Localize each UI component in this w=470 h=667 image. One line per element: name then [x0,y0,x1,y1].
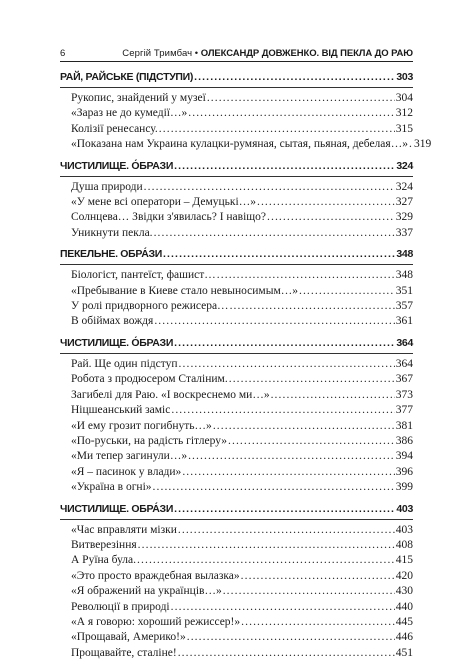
dot-leader [174,336,395,350]
dot-leader [271,388,395,403]
toc-entry[interactable] [60,357,413,372]
toc-entry-page: 446 [395,631,413,644]
section-heading[interactable] [60,159,413,177]
toc-entry-title: Витверезіння [71,538,137,551]
running-title [122,48,413,59]
dot-leader [174,159,395,173]
toc-entry-title: Уникнути пекла. [71,226,153,239]
toc-entry-title: Революції в природі [71,600,170,613]
toc-section [60,336,413,496]
dot-leader [241,615,395,630]
toc-entry-page: 329 [395,211,413,224]
dot-leader [223,584,395,599]
toc-entry-page: 351 [395,284,413,297]
toc-entry-title: «А я говорю: хороший режиссер!» [71,615,241,628]
toc-entry-page: 377 [395,404,413,417]
toc-entry-page: 337 [395,226,413,239]
dot-leader [178,646,395,661]
dot-leader [154,314,394,329]
toc-entry-page: 367 [395,373,413,386]
toc-entry[interactable] [60,106,413,121]
toc-section [60,247,413,330]
toc-entry-page: 304 [395,92,413,104]
toc-entry-title: Солнцева… Звідки з'явилась? І навіщо? [71,211,266,224]
dot-leader [182,465,394,480]
dot-leader [154,226,395,241]
dot-leader [174,502,395,516]
toc-entry[interactable] [60,284,413,299]
header-book-title: ОЛЕКСАНДР ДОВЖЕНКО. ВІД ПЕКЛА ДО РАЮ [200,48,413,59]
toc-entry-page: 440 [395,600,413,613]
toc-entry[interactable] [60,268,413,283]
toc-entry[interactable] [60,434,413,449]
dot-leader [409,137,413,152]
dot-leader [138,538,395,553]
dot-leader [299,284,395,299]
toc-entry-title: Рай. Ще один підступ [71,357,178,370]
toc-entry-page: 348 [395,269,413,282]
toc-entry[interactable] [60,388,413,403]
toc-entry-title: В обіймах вождя [71,315,154,328]
table-of-contents [60,70,432,667]
toc-entry-page: 415 [395,554,413,567]
dot-leader [230,299,395,314]
toc-entry-page: 430 [395,585,413,598]
dot-leader [213,419,395,434]
toc-entry[interactable] [60,314,413,329]
toc-entry-title: «Пребывание в Киеве стало невыносимым…» [71,284,298,297]
toc-entry-page: 319 [413,138,432,151]
toc-entry-title: А Руїна була. [71,554,137,567]
dot-leader [159,122,395,137]
section-heading-title: ЧИСТИЛИЩЕ. О́БРАЗИ [60,336,174,349]
toc-entry-title: Ніцшеанський заміс [71,404,171,417]
toc-entry-title: Колізії ренесансу. [71,122,158,135]
dot-leader [137,553,395,568]
toc-entry[interactable] [60,137,432,152]
toc-entry-title: Душа природи [71,180,143,193]
section-heading-title: ПЕКЕЛЬНЕ. ОБРА́ЗИ [60,248,162,261]
toc-section [60,70,432,153]
toc-entry-page: 381 [395,419,413,432]
section-heading-page: 303 [396,71,413,83]
toc-entry-title: «У мене всі оператори – Демуцькі…» [71,196,256,209]
dot-leader [179,357,395,372]
page-number: 6 [60,48,66,59]
toc-entry-page: 357 [395,300,413,313]
toc-section [60,159,413,242]
toc-entry-title: «Ми тепер загинули…» [71,450,188,463]
section-heading-page: 403 [396,502,413,515]
toc-entry[interactable] [60,465,413,480]
section-heading[interactable] [60,70,413,88]
toc-entry-title: «Показана нам Украина кулацки-румяная, сытая, пьяная, дебелая…» [71,138,408,151]
toc-entry-page: 315 [395,122,413,135]
section-heading[interactable] [60,247,413,265]
section-heading-page: 324 [396,159,413,172]
toc-entry-page: 396 [395,465,413,478]
toc-entry[interactable] [60,180,413,195]
toc-entry[interactable] [60,226,413,241]
header-author: Сергій Тримбач [122,48,193,59]
toc-entry-page: 373 [395,388,413,401]
dot-leader [171,600,395,615]
toc-entry[interactable] [60,538,413,553]
toc-entry-title: Рукопис, знайдений у музеї [71,92,206,104]
toc-entry-page: 403 [395,523,413,536]
toc-entry[interactable] [60,600,413,615]
toc-entry[interactable] [60,195,413,210]
dot-leader [241,569,395,584]
dot-leader [257,195,395,210]
header-separator: • [192,48,201,59]
toc-entry-page: 451 [395,646,413,659]
toc-entry-title: Прощавайте, сталіне! [71,646,177,659]
dot-leader [188,106,395,121]
dot-leader [144,180,395,195]
toc-entry[interactable] [60,584,413,599]
toc-entry-page: 312 [395,107,413,120]
toc-entry-title: Робота з продюсером Сталіним. [71,373,228,386]
toc-entry[interactable] [60,480,413,495]
toc-entry-title: Біологіст, пантеїст, фашист… [71,269,216,282]
section-heading-title: ЧИСТИЛИЩЕ. ОБРА́ЗИ [60,502,174,515]
toc-entry[interactable] [60,630,413,645]
section-heading-title: ЧИСТИЛИЩЕ. О́БРАЗИ [60,159,174,172]
toc-entry-title: «Україна в огні» [71,481,152,494]
section-heading[interactable] [60,336,413,354]
dot-leader [171,403,394,418]
toc-entry[interactable] [60,615,413,630]
dot-leader [207,91,395,106]
toc-entry-title: «Это просто враждебная вылазка» [71,569,240,582]
toc-entry-page: 408 [395,538,413,551]
dot-leader [194,70,395,84]
toc-entry-page: 399 [395,481,413,494]
toc-section [60,502,413,662]
toc-entry[interactable] [60,553,413,568]
toc-entry-title: Загибелі для Раю. «І воскреснемо ми…» [71,388,270,401]
toc-entry[interactable] [60,372,413,387]
toc-entry-page: 420 [395,569,413,582]
running-header [60,45,413,62]
toc-entry[interactable] [60,523,413,538]
dot-leader [178,523,395,538]
toc-entry[interactable] [60,299,413,314]
dot-leader [228,434,395,449]
dot-leader [188,449,395,464]
toc-entry-page: 394 [395,450,413,463]
toc-entry-page: 327 [395,196,413,209]
section-heading-title: РАЙ, РАЙСЬКЕ (ПІДСТУПИ) [60,71,194,83]
toc-entry[interactable] [60,646,413,661]
toc-entry[interactable] [60,91,413,106]
toc-entry-title: «Прощавай, Америко!» [71,631,186,644]
section-heading-page: 364 [396,336,413,349]
toc-entry-page: 445 [395,615,413,628]
toc-entry-title: «Я ображений на українців…» [71,585,222,598]
dot-leader [229,372,395,387]
toc-entry[interactable] [60,403,413,418]
toc-entry-page: 386 [395,434,413,447]
section-heading-page: 348 [396,248,413,261]
toc-entry[interactable] [60,210,413,225]
toc-entry-page: 361 [395,315,413,328]
toc-entry-page: 324 [395,180,413,193]
toc-entry-title: «И ему грозит погибнуть…» [71,419,212,432]
toc-entry-page: 364 [395,357,413,370]
dot-leader [217,268,395,283]
toc-entry-title: У ролі придворного режисера… [71,300,229,313]
toc-entry-title: «Зараз не до кумедії…» [71,107,188,120]
toc-entry-title: «По-руськи, на радість гітлеру» [71,434,227,447]
dot-leader [153,480,395,495]
dot-leader [163,247,395,261]
toc-entry[interactable] [60,419,413,434]
dot-leader [267,210,395,225]
section-heading[interactable] [60,502,413,520]
toc-entry[interactable] [60,449,413,464]
toc-entry[interactable] [60,122,413,137]
toc-entry-title: «Я – пасинок у влади» [71,465,182,478]
toc-entry[interactable] [60,569,413,584]
toc-entry-title: «Час вправляти мізки [71,523,177,536]
dot-leader [187,630,395,645]
